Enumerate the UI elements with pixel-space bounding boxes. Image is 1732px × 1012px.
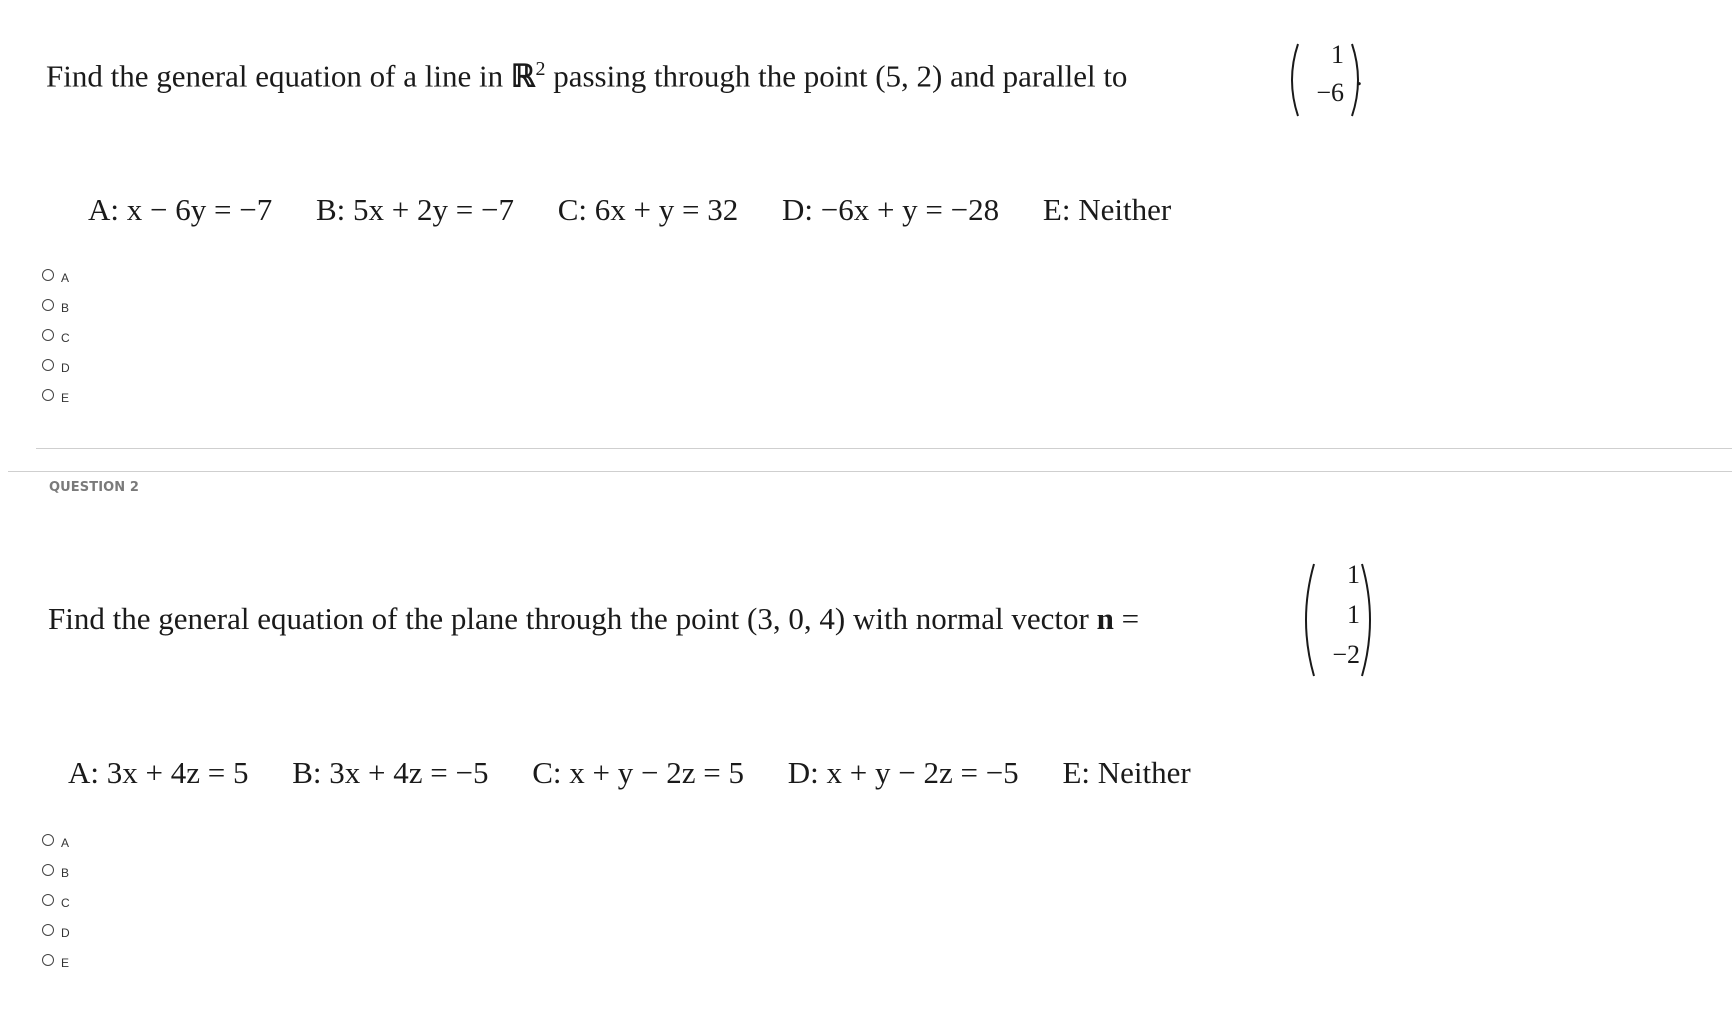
- radio-button[interactable]: [42, 329, 54, 341]
- option-a[interactable]: A: [42, 825, 70, 855]
- radio-button[interactable]: [42, 894, 54, 906]
- radio-button[interactable]: [42, 389, 54, 401]
- option-c[interactable]: C: [42, 320, 70, 350]
- choice-d-text: D: −6x + y = −28: [781, 192, 1000, 227]
- option-d[interactable]: D: [42, 915, 70, 945]
- vector-entry: 1: [1331, 40, 1344, 69]
- choice-e-text: E: Neither: [1042, 192, 1172, 227]
- radio-button[interactable]: [42, 834, 54, 846]
- option-d[interactable]: D: [42, 350, 70, 380]
- question-2-normal-vector: [1298, 560, 1378, 680]
- divider: [8, 471, 1732, 472]
- question-1-choices: [88, 192, 1207, 228]
- choice-b-text: B: 5x + 2y = −7: [315, 192, 514, 227]
- question-1-options: [42, 260, 70, 410]
- choice-c-text: C: x + y − 2z = 5: [532, 755, 744, 790]
- option-e[interactable]: E: [42, 380, 70, 410]
- question-1-vector: [1284, 40, 1374, 120]
- question-2-prompt: Find the general equation of the plane through the point (3, 0, 4) with normal vector n =: [48, 601, 1140, 636]
- vector-entry: −2: [1332, 640, 1360, 669]
- choice-b-text: B: 3x + 4z = −5: [292, 755, 489, 790]
- question-2-options: [42, 825, 70, 975]
- choice-a-text: A: 3x + 4z = 5: [68, 755, 249, 790]
- radio-button[interactable]: [42, 864, 54, 876]
- vector-entry: 1: [1347, 600, 1360, 629]
- radio-button[interactable]: [42, 269, 54, 281]
- option-e[interactable]: E: [42, 945, 70, 975]
- divider: [36, 448, 1732, 449]
- choice-e-text: E: Neither: [1062, 755, 1191, 790]
- radio-button[interactable]: [42, 924, 54, 936]
- vector-entry: −6: [1316, 78, 1344, 107]
- option-b[interactable]: B: [42, 855, 70, 885]
- vector-entry: 1: [1347, 560, 1360, 589]
- question-2-label: QUESTION 2: [49, 480, 140, 495]
- vector-suffix: .: [1356, 62, 1363, 91]
- question-2-choices: [68, 755, 1227, 791]
- radio-button[interactable]: [42, 954, 54, 966]
- choice-a-text: A: x − 6y = −7: [88, 192, 273, 227]
- option-b[interactable]: B: [42, 290, 70, 320]
- question-1-prompt: Find the general equation of a line in ℝ$^2$ passing through the point (5, 2) and parallel to: [46, 58, 1128, 94]
- radio-button[interactable]: [42, 299, 54, 311]
- choice-c-text: C: 6x + y = 32: [557, 192, 739, 227]
- choice-d-text: D: x + y − 2z = −5: [787, 755, 1019, 790]
- option-c[interactable]: C: [42, 885, 70, 915]
- radio-button[interactable]: [42, 359, 54, 371]
- option-a[interactable]: A: [42, 260, 70, 290]
